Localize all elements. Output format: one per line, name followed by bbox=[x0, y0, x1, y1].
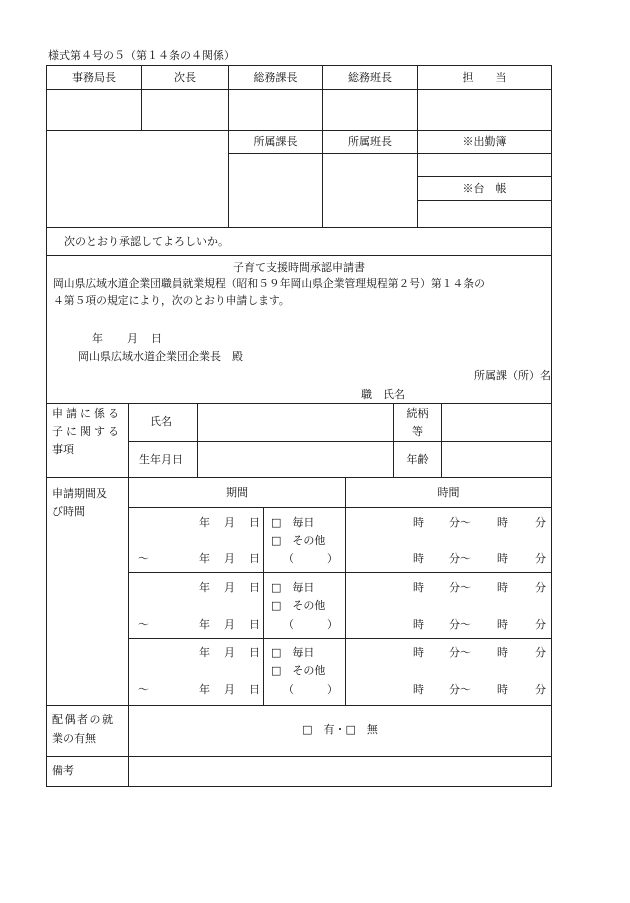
row3-from-minute: 分～ bbox=[449, 646, 471, 659]
addressee: 岡山県広域水道企業団企業長 殿 bbox=[78, 350, 243, 363]
row1-from-minute: 分～ bbox=[449, 516, 471, 529]
child-age-field[interactable] bbox=[442, 442, 551, 477]
remarks-field[interactable] bbox=[129, 757, 551, 786]
row3-from-minute-2: 分～ bbox=[449, 683, 471, 696]
stamp-box-deputy[interactable] bbox=[142, 90, 228, 130]
stamp-box-secretary-general[interactable] bbox=[47, 90, 141, 130]
row2-other-detail[interactable]: （ ） bbox=[283, 618, 338, 631]
row3-to-month: 月 bbox=[224, 683, 235, 696]
stamp-box-person-in-charge[interactable] bbox=[418, 90, 551, 130]
child-section-line-3: 事項 bbox=[52, 443, 74, 456]
row1-other-detail[interactable]: （ ） bbox=[283, 552, 338, 565]
row1-to-minute: 分 bbox=[535, 516, 546, 529]
row3-tilde: ～ bbox=[138, 683, 149, 696]
row1-from-day: 日 bbox=[249, 516, 260, 529]
row1-to-month: 月 bbox=[224, 552, 235, 565]
row1-from-minute-2: 分～ bbox=[449, 552, 471, 565]
request-line: 次のとおり承認してよろしいか。 bbox=[64, 235, 229, 248]
child-relation-line-1: 続柄 bbox=[406, 407, 429, 420]
row2-tilde: ～ bbox=[138, 618, 149, 631]
child-birth-label: 生年月日 bbox=[139, 453, 183, 466]
period-section-line-2: び時間 bbox=[52, 505, 85, 518]
row2-from-minute: 分～ bbox=[449, 581, 471, 594]
row2-to-hour-2: 時 bbox=[497, 618, 508, 631]
row3-other-checkbox[interactable]: □ その他 bbox=[271, 664, 326, 677]
row1-to-year: 年 bbox=[199, 552, 210, 565]
header-ledger: ※台 帳 bbox=[462, 182, 507, 195]
row1-to-hour: 時 bbox=[497, 516, 508, 529]
row2-to-year: 年 bbox=[199, 618, 210, 631]
child-section-line-2: 子に関する bbox=[52, 425, 122, 438]
row1-to-minute-2: 分 bbox=[535, 552, 546, 565]
child-section-line-1: 申請に係る bbox=[52, 407, 122, 420]
row3-to-hour: 時 bbox=[497, 646, 508, 659]
spouse-label-line-2: 業の有無 bbox=[52, 732, 96, 745]
row3-from-hour-2: 時 bbox=[413, 683, 424, 696]
row1-to-hour-2: 時 bbox=[497, 552, 508, 565]
header-general-affairs-chief: 総務課長 bbox=[253, 71, 298, 84]
row3-from-hour: 時 bbox=[413, 646, 424, 659]
row2-other-checkbox[interactable]: □ その他 bbox=[271, 599, 326, 612]
header-secretary-general: 事務局長 bbox=[72, 71, 116, 84]
row2-from-hour: 時 bbox=[413, 581, 424, 594]
row3-to-year: 年 bbox=[199, 683, 210, 696]
date-year: 年 bbox=[92, 332, 103, 345]
row2-daily-checkbox[interactable]: □ 毎日 bbox=[271, 581, 315, 594]
row1-other-checkbox[interactable]: □ その他 bbox=[271, 534, 326, 547]
child-birth-field[interactable] bbox=[198, 442, 393, 477]
date-month: 月 bbox=[127, 332, 138, 345]
body-line-2: ４第５項の規定により，次のとおり申請します。 bbox=[53, 294, 290, 307]
row2-to-minute: 分 bbox=[535, 581, 546, 594]
dept-label: 所属課（所）名 bbox=[474, 369, 551, 382]
row3-other-detail[interactable]: （ ） bbox=[283, 683, 338, 696]
child-relation-field[interactable] bbox=[442, 404, 551, 441]
child-name-label: 氏名 bbox=[150, 415, 172, 428]
child-age-label: 年齢 bbox=[406, 453, 429, 466]
row1-daily-checkbox[interactable]: □ 毎日 bbox=[271, 516, 315, 529]
spouse-label-line-1: 配偶者の就 bbox=[52, 713, 115, 726]
row3-to-minute: 分 bbox=[535, 646, 546, 659]
row2-from-day: 日 bbox=[249, 581, 260, 594]
row2-to-hour: 時 bbox=[497, 581, 508, 594]
header-person-in-charge: 担 当 bbox=[462, 71, 507, 84]
form-number: 様式第４号の５（第１４条の４関係） bbox=[48, 49, 235, 62]
remarks-label: 備考 bbox=[52, 764, 74, 777]
row1-from-hour-2: 時 bbox=[413, 552, 424, 565]
row2-from-month: 月 bbox=[224, 581, 235, 594]
header-attendance-book: ※出勤簿 bbox=[462, 135, 507, 148]
name-label: 職 氏名 bbox=[361, 388, 405, 401]
row3-to-hour-2: 時 bbox=[497, 683, 508, 696]
row1-to-day: 日 bbox=[249, 552, 260, 565]
period-section-line-1: 申請期間及 bbox=[52, 487, 107, 500]
row3-to-minute-2: 分 bbox=[535, 683, 546, 696]
header-dept-leader: 所属班長 bbox=[348, 135, 392, 148]
row2-to-minute-2: 分 bbox=[535, 618, 546, 631]
stamp-box-general-affairs-leader[interactable] bbox=[323, 90, 417, 130]
child-name-field[interactable] bbox=[198, 404, 393, 441]
row1-from-month: 月 bbox=[224, 516, 235, 529]
row3-from-month: 月 bbox=[224, 646, 235, 659]
header-deputy: 次長 bbox=[174, 71, 196, 84]
spouse-options[interactable]: □ 有・□ 無 bbox=[302, 723, 378, 736]
row2-from-minute-2: 分～ bbox=[449, 618, 471, 631]
body-line-1: 岡山県広域水道企業団職員就業規程（昭和５９年岡山県企業管理規程第２号）第１４条の bbox=[53, 277, 485, 290]
row3-to-day: 日 bbox=[249, 683, 260, 696]
row3-daily-checkbox[interactable]: □ 毎日 bbox=[271, 646, 315, 659]
row2-to-day: 日 bbox=[249, 618, 260, 631]
row1-from-year: 年 bbox=[199, 516, 210, 529]
stamp-box-general-affairs-chief[interactable] bbox=[229, 90, 322, 130]
row1-from-hour: 時 bbox=[413, 516, 424, 529]
row2-from-hour-2: 時 bbox=[413, 618, 424, 631]
child-relation-line-2: 等 bbox=[412, 425, 423, 438]
row3-from-year: 年 bbox=[199, 646, 210, 659]
period-header: 期間 bbox=[226, 486, 248, 499]
header-general-affairs-leader: 総務班長 bbox=[348, 71, 392, 84]
row1-tilde: ～ bbox=[138, 552, 149, 565]
form-title: 子育て支援時間承認申請書 bbox=[233, 261, 365, 274]
row3-from-day: 日 bbox=[249, 646, 260, 659]
date-day: 日 bbox=[151, 332, 162, 345]
header-dept-chief: 所属課長 bbox=[253, 135, 298, 148]
row2-to-month: 月 bbox=[224, 618, 235, 631]
time-header: 時間 bbox=[437, 486, 460, 499]
row2-from-year: 年 bbox=[199, 581, 210, 594]
